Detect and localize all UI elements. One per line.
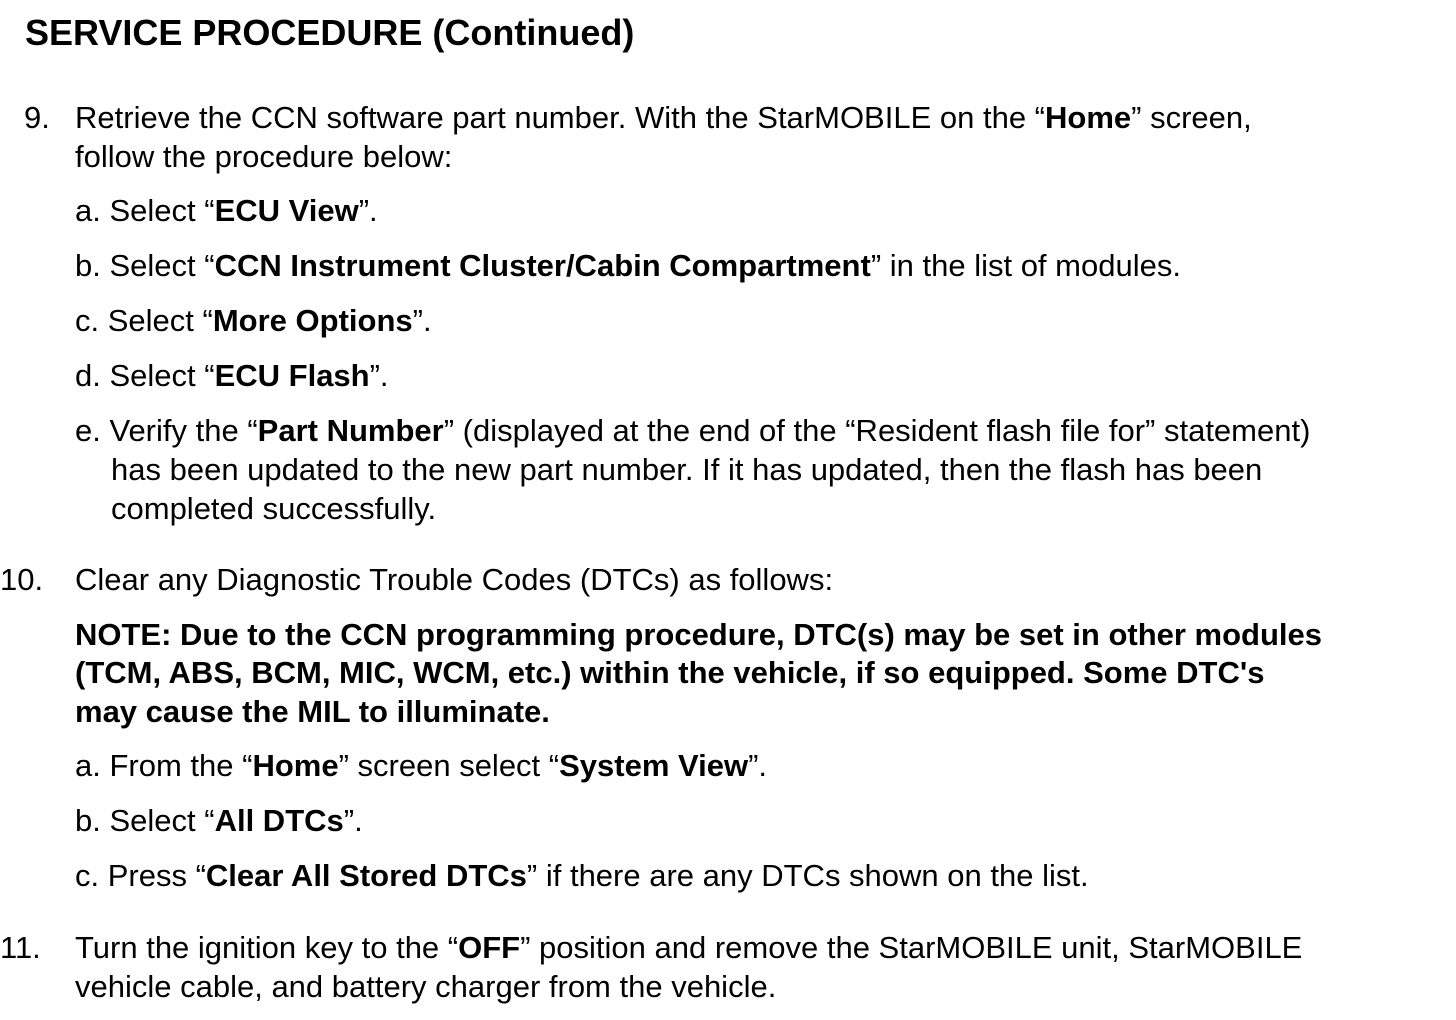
step-number: 9.	[24, 100, 50, 135]
substep-letter: b.	[75, 803, 101, 838]
substep: b. Select “CCN Instrument Cluster/Cabin Compartment” in the list of modules.	[75, 248, 1181, 283]
step-text-line: Clear any Diagnostic Trouble Codes (DTCs) as follows:	[75, 562, 834, 597]
substep-letter: c.	[75, 303, 100, 338]
substep-continuation: has been updated to the new part number. If it has updated, then the flash has been	[111, 452, 1263, 487]
substep: a. From the “Home” screen select “System View”.	[75, 748, 768, 783]
substep: c. Select “More Options”.	[75, 303, 432, 338]
substep-letter: a.	[75, 748, 101, 783]
substep: a. Select “ECU View”.	[75, 193, 378, 228]
page-title: SERVICE PROCEDURE (Continued)	[25, 12, 635, 53]
step-number: 10.	[0, 562, 44, 597]
substep-letter: c.	[75, 858, 100, 893]
step-text-line: follow the procedure below:	[75, 139, 453, 174]
note-line: may cause the MIL to illuminate.	[75, 694, 550, 729]
substep-letter: b.	[75, 248, 101, 283]
substep: e. Verify the “Part Number” (displayed at the end of the “Resident flash file for” statement)	[75, 413, 1311, 448]
substep: c. Press “Clear All Stored DTCs” if there are any DTCs shown on the list.	[75, 858, 1089, 893]
note-line: NOTE: Due to the CCN programming procedure, DTC(s) may be set in other modules	[75, 617, 1323, 652]
substep: d. Select “ECU Flash”.	[75, 358, 389, 393]
substep-letter: e.	[75, 413, 101, 448]
substep-continuation: completed successfully.	[111, 491, 437, 526]
substep-letter: a.	[75, 193, 101, 228]
step-text-line: Retrieve the CCN software part number. With the StarMOBILE on the “Home” screen,	[75, 100, 1252, 135]
step-text-line: vehicle cable, and battery charger from the vehicle.	[75, 969, 777, 1004]
step-text-line: Turn the ignition key to the “OFF” position and remove the StarMOBILE unit, StarMOBILE	[75, 930, 1303, 965]
substep: b. Select “All DTCs”.	[75, 803, 363, 838]
substep-letter: d.	[75, 358, 101, 393]
step-number: 11.	[0, 930, 41, 965]
note-line: (TCM, ABS, BCM, MIC, WCM, etc.) within the vehicle, if so equipped. Some DTC's	[75, 655, 1265, 690]
